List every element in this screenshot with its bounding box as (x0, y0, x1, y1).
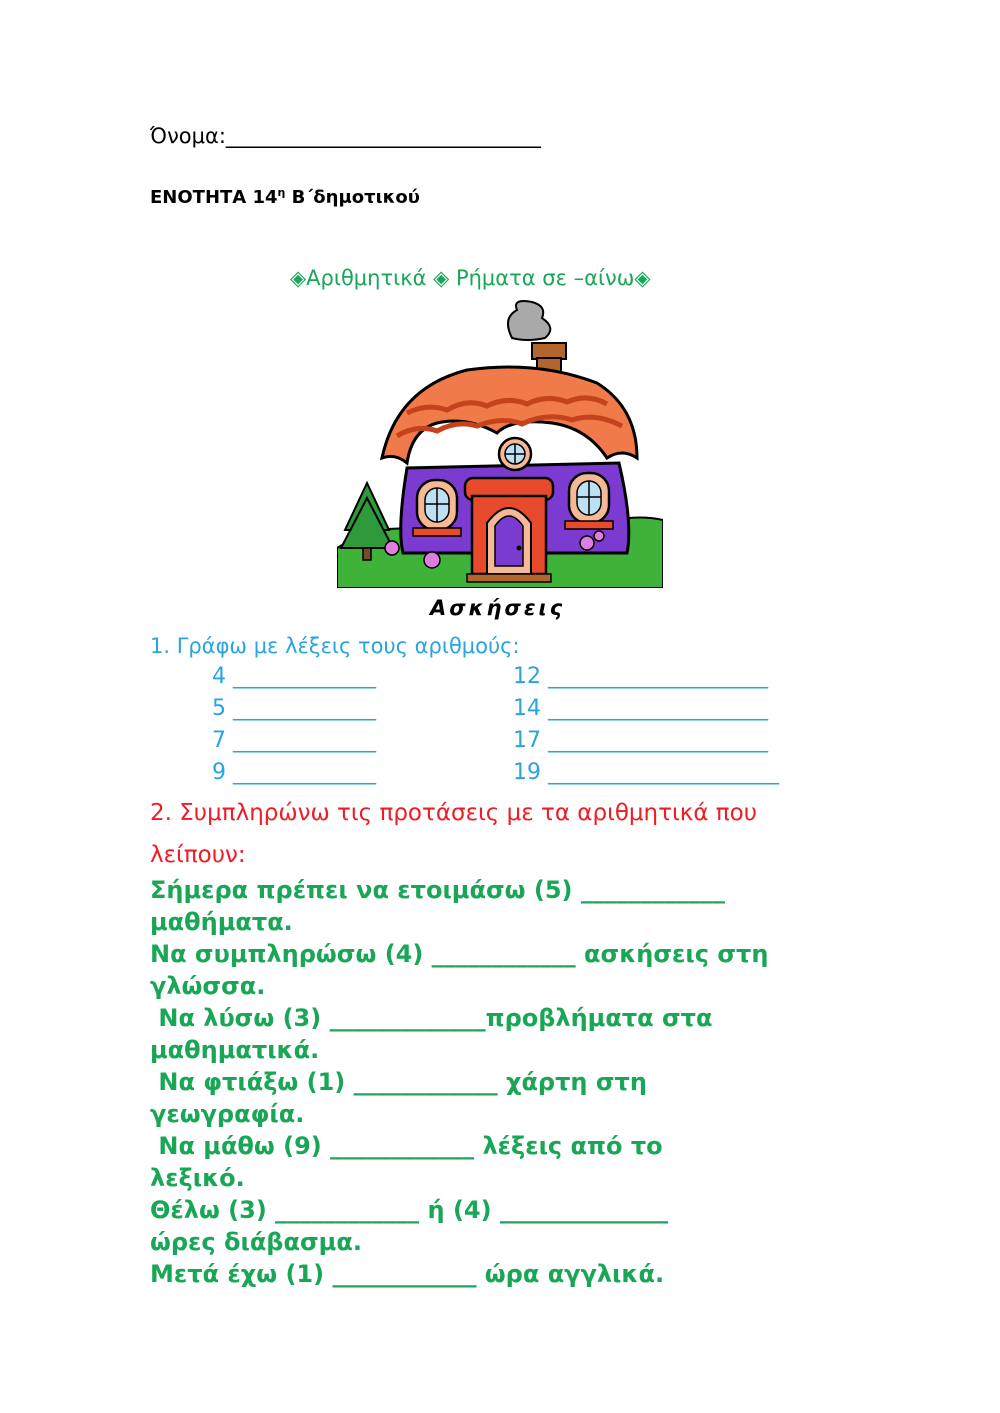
exercise1-right-item: 19 _____________________ (513, 760, 779, 785)
exercises-title: Ασκήσεις (430, 596, 566, 620)
name-field-label: Όνομα:______________________________ (150, 124, 541, 148)
exercise1-left-item: 7 _____________ (212, 728, 376, 753)
exercise2-line: γεωγραφία. (150, 1100, 305, 1128)
exercise2-title-line2: λείπουν: (150, 842, 246, 868)
exercise2-line: ώρες διάβασμα. (150, 1228, 362, 1256)
exercise2-line: Να λύσω (3) _____________προβλήματα στα (150, 1004, 713, 1032)
topic-heading: ◈Αριθμητικά ◈ Ρήματα σε –αίνω◈ (290, 266, 651, 290)
exercise2-line: Να συμπληρώσω (4) ____________ ασκήσεις στη (150, 940, 769, 968)
exercise1-left-item: 9 _____________ (212, 760, 376, 785)
exercise1-title: 1. Γράφω με λέξεις τους αριθμούς: (150, 634, 520, 658)
exercise1-right-item: 14 ____________________ (513, 696, 768, 721)
exercise2-line: Μετά έχω (1) ____________ ώρα αγγλικά. (150, 1260, 665, 1288)
exercise2-title-line1: 2. Συμπληρώνω τις προτάσεις με τα αριθμητικά που (150, 800, 758, 826)
exercise2-line: μαθήματα. (150, 908, 293, 936)
exercise1-right-item: 12 ____________________ (513, 664, 768, 689)
unit-main: ΕΝΟΤΗΤΑ 14 (150, 187, 278, 208)
exercise1-left-item: 5 _____________ (212, 696, 376, 721)
unit-rest: Β΄δημοτικού (285, 187, 420, 208)
exercise2-line: Να φτιάξω (1) ____________ χάρτη στη (150, 1068, 647, 1096)
house-illustration (337, 298, 663, 588)
exercise1-right-item: 17 ____________________ (513, 728, 768, 753)
unit-heading (150, 186, 420, 208)
exercise1-left-item: 4 _____________ (212, 664, 376, 689)
exercise2-line: μαθηματικά. (150, 1036, 320, 1064)
exercise2-line: γλώσσα. (150, 972, 266, 1000)
exercise2-line: Θέλω (3) ____________ ή (4) ______________ (150, 1196, 668, 1224)
exercise2-line: λεξικό. (150, 1164, 245, 1192)
exercise2-line: Σήμερα πρέπει να ετοιμάσω (5) ____________ (150, 876, 725, 904)
unit-sup: η (277, 186, 286, 199)
exercise2-line: Να μάθω (9) ____________ λέξεις από το (150, 1132, 663, 1160)
